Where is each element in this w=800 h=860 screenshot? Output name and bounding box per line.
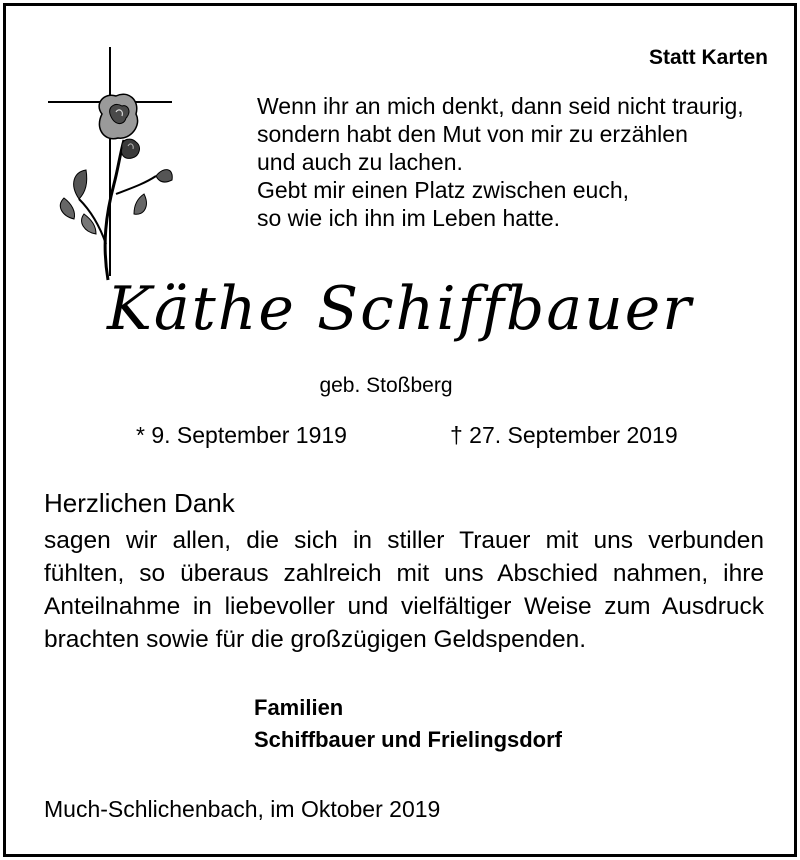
poem-line: Wenn ihr an mich denkt, dann seid nicht traurig, <box>257 93 744 119</box>
birth-date: * 9. September 1919 <box>136 422 347 448</box>
obituary-notice <box>3 3 797 857</box>
thanks-body-text: sagen wir allen, die sich in stiller Trauer mit uns verbunden fühlten, so überaus zahlreich mit uns Abschied nahmen, ihre Anteilnahme in liebevoller und vielfältiger Weise zum Ausdruck brachten sowie für die großzügigen Geldspenden. <box>44 527 764 653</box>
poem-line: Gebt mir einen Platz zwischen euch, <box>257 177 630 203</box>
signature-line-families: Familien <box>254 695 344 720</box>
statt-karten-label: Statt Karten <box>648 46 768 69</box>
poem-line: so wie ich ihn im Leben hatte. <box>257 205 561 231</box>
thanks-heading: Herzlichen Dank <box>44 488 235 518</box>
maiden-name: geb. Stoßberg <box>319 374 453 397</box>
death-date: † 27. September 2019 <box>450 422 678 448</box>
signature-line-names: Schiffbauer und Frielingsdorf <box>254 727 563 752</box>
cross-with-rose-icon <box>44 44 184 284</box>
poem-line: und auch zu lachen. <box>257 149 463 175</box>
memorial-poem <box>257 92 744 232</box>
place-and-date: Much-Schlichenbach, im Oktober 2019 <box>44 796 441 822</box>
deceased-name: Käthe Schiffbauer <box>107 274 693 344</box>
family-signature <box>254 692 562 756</box>
poem-line: sondern habt den Mut von mir zu erzählen <box>257 121 688 147</box>
